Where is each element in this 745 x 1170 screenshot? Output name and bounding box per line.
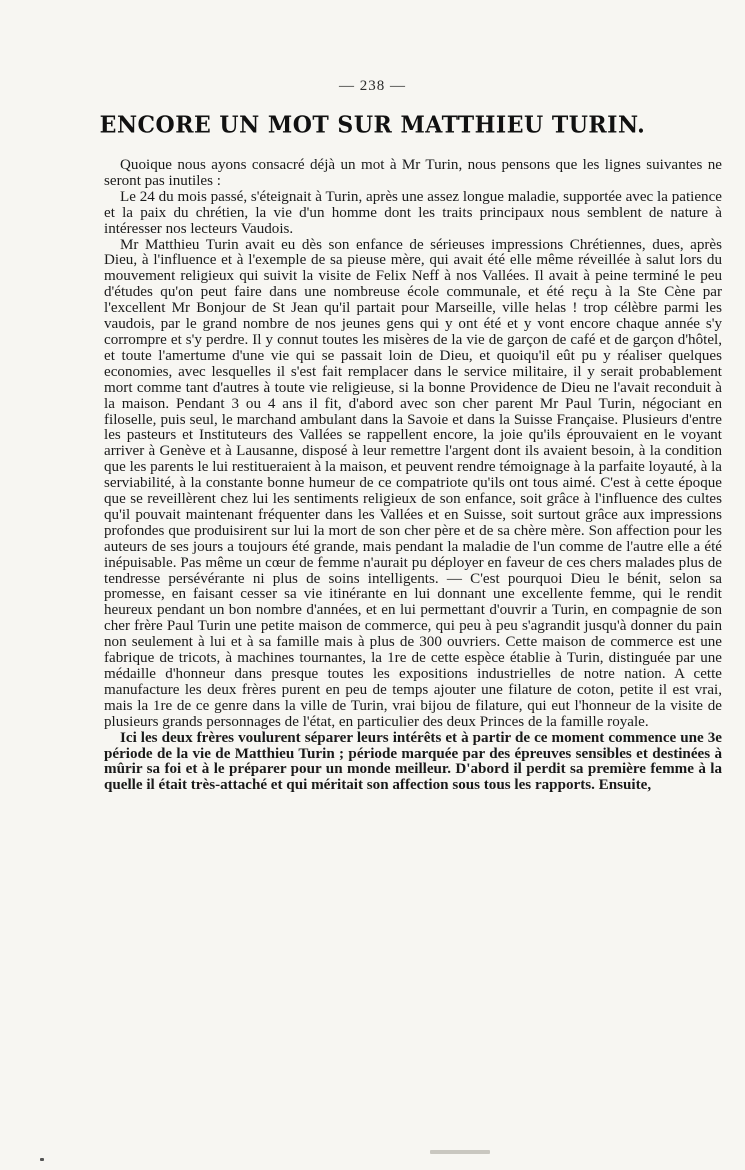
paragraph-1: Quoique nous ayons consacré déjà un mot à Mr Turin, nous pensons que les lignes suivantes ne seront pas inutiles :	[104, 157, 722, 189]
article-title: ENCORE UN MOT SUR MATTHIEU TURIN.	[99, 111, 646, 139]
page-number: — 238 —	[339, 78, 406, 94]
scan-speck	[40, 1158, 44, 1161]
paragraph-2: Le 24 du mois passé, s'éteignait à Turin, après une assez longue maladie, supportée avec la patience et la paix du chrétien, la vie d'un homme dont les traits principaux nous semblent de nature à intéresser nos lecteurs Vaudois.	[104, 188, 722, 237]
article-body	[104, 158, 722, 794]
paragraph-3: Mr Matthieu Turin avait eu dès son enfance de sérieuses impressions Chrétiennes, dues, après Dieu, à l'influence et à l'exemple de sa pieuse mère, qui avait été elle même réveillée à salut lors du mouvement religieux qui suivit la visite de Felix Neff à nos Vallées. Il avait à peine terminé le peu d'études qu'on peut faire dans une nombreuse école communale, et été reçu à la Ste Cène par l'excellent Mr Bonjour de St Jean qu'il partait pour Marseille, ville helas ! trop célèbre parmi les vaudois, par le grand nombre de nos jeunes gens qui y ont été et y vont encore chaque année s'y corrompre et s'y perdre. Il y connut toutes les misères de la vie de garçon de café et de garçon d'hôtel, et toute l'amertume d'une vie qui se passait loin de Dieu, et quoiqu'il eût pu y réaliser quelques economies, avec lesquelles il s'est fait remplacer dans le service militaire, il y serait probablement mort comme tant d'autres à toute vie religieuse, si la bonne Providence de Dieu ne l'avait reconduit à la maison. Pendant 3 ou 4 ans il fit, d'abord avec son cher parent Mr Paul Turin, négociant en filoselle, puis seul, le marchand ambulant dans la Savoie et dans la Suisse Française. Plusieurs d'entre les pasteurs et Instituteurs des Vallées se rappellent encore, la joie qu'ils éprouvaient en le voyant arriver à Genève et à Lausanne, disposé à leur remettre l'argent dont ils avaient besoin, à la condition que les parents le lui restitueraient à la maison, et peuvent rendre témoignage à la parfaite loyauté, à la serviabilité, à la constante bonne humeur de ce compatriote qu'ils ont tous aimé. C'est à cette époque que se reveillèrent chez lui les sentiments religieux de son enfance, soit grâce à l'influence des cultes qu'il pouvait maintenant fréquenter dans les Vallées et en Suisse, soit surtout grâce aux impressions profondes que produisirent sur lui la mort de son cher père et de sa chère mère. Son affection pour les auteurs de ses jours a toujours été grande, mais pendant la maladie de l'un comme de l'autre elle a été inépuisable. Pas même un cœur de femme n'aurait pu déployer en faveur de ces chers malades plus de tendresse persévérante ni plus de soins intelligents. — C'est pourquoi Dieu le bénit, selon sa promesse, en faisant cesser sa vie itinérante en lui donnant une excellente femme, qui le rendit heureux pendant un bon nombre d'années, et en lui permettant d'ouvrir a Turin, en compagnie de son cher frère Paul Turin une petite maison de commerce, qui peu à peu s'agrandit jusqu'à donner du pain non seulement à lui et à sa famille mais à plus de 300 ouvriers. Cette maison de commerce est une fabrique de tricots, à machines tournantes, la 1re de cette espèce établie à Turin, distinguée par une médaille d'honneur dans presque toutes les expositions industrielles de notre nation. A cette manufacture les deux frères purent en peu de temps ajouter une filature de coton, petite il est vrai, mais la 1re de ce genre dans la ville de Turin, vrai bijou de filature, qui eut l'honneur de la visite de plusieurs grands personnages de l'état, en particulier des deux Princes de la famille royale.	[104, 236, 722, 730]
scan-smudge	[430, 1150, 490, 1154]
paragraph-4: Ici les deux frères voulurent séparer leurs intérêts et à partir de ce moment commence une 3e période de la vie de Matthieu Turin ; période marquée par des épreuves sensibles et destinées à mûrir sa foi et à le préparer pour un monde meilleur. D'abord il perdit sa première femme à la quelle il était très-attaché et qui méritait son affection sous tous les rapports. Ensuite,	[104, 729, 722, 794]
